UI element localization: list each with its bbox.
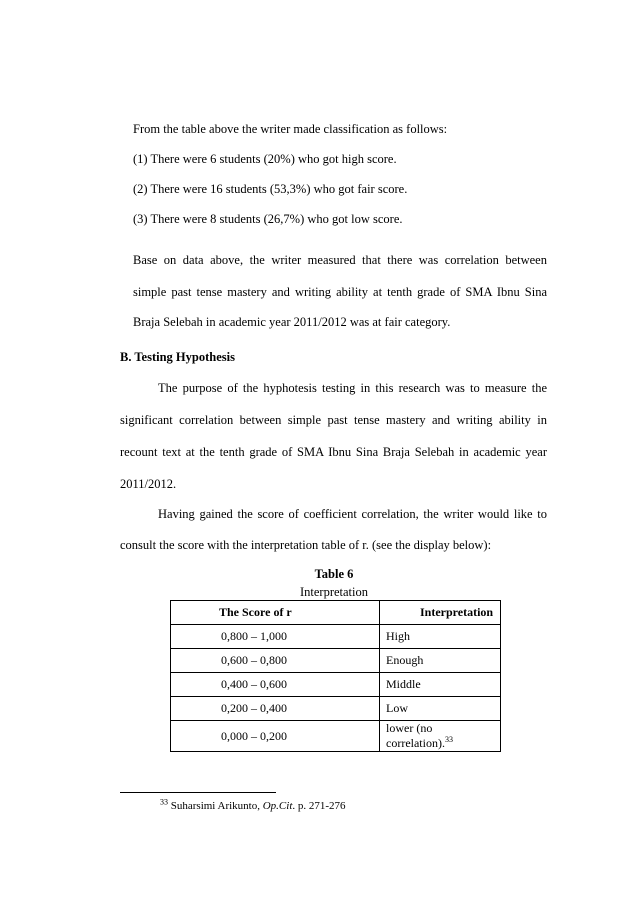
interpretation-text: lower (no correlation).: [386, 721, 445, 750]
paragraph-line: Having gained the score of coefficient correlation, the writer would like to: [158, 507, 547, 521]
score-range-cell: 0,800 – 1,000: [171, 625, 380, 649]
paragraph-line: The purpose of the hyphotesis testing in this research was to measure the: [158, 381, 547, 395]
column-header-score: The Score of r: [171, 601, 380, 625]
footnote: [160, 797, 346, 812]
paragraph-line: 2011/2012.: [120, 477, 177, 491]
score-range-cell: 0,200 – 0,400: [171, 697, 380, 721]
interpretation-cell: Low: [380, 697, 501, 721]
classification-item: (1) There were 6 students (20%) who got high score.: [133, 152, 397, 166]
score-range-cell: 0,000 – 0,200: [171, 721, 380, 752]
column-header-interpretation: Interpretation: [380, 601, 501, 625]
table-row: [171, 673, 501, 697]
footnote-pages: . p. 271-276: [292, 800, 346, 812]
table-row: [171, 649, 501, 673]
table-row: [171, 697, 501, 721]
paragraph-line: significant correlation between simple past tense mastery and writing ability in: [120, 413, 547, 427]
table-caption: Interpretation: [299, 585, 369, 599]
table-row: [171, 721, 501, 752]
footnote-divider: [120, 792, 276, 793]
footnote-reference: 33: [444, 735, 453, 744]
table-header-row: [171, 601, 501, 625]
footnote-author: Suharsimi Arikunto,: [168, 800, 263, 812]
table-label: Table 6: [314, 567, 354, 581]
footnote-work: Op.Cit: [262, 800, 293, 812]
interpretation-cell: [380, 721, 501, 752]
base-paragraph-line: simple past tense mastery and writing ability at tenth grade of SMA Ibnu Sina: [133, 285, 547, 299]
classification-item: (2) There were 16 students (53,3%) who got fair score.: [133, 182, 408, 196]
paragraph-line: consult the score with the interpretation table of r. (see the display below):: [120, 538, 492, 552]
section-heading: B. Testing Hypothesis: [120, 350, 235, 364]
footnote-number: 33: [160, 797, 168, 807]
classification-item: (3) There were 8 students (26,7%) who got low score.: [133, 212, 403, 226]
interpretation-cell: High: [380, 625, 501, 649]
score-range-cell: 0,400 – 0,600: [171, 673, 380, 697]
paragraph-line: recount text at the tenth grade of SMA Ibnu Sina Braja Selebah in academic year: [120, 445, 547, 459]
intro-text: From the table above the writer made classification as follows:: [133, 122, 448, 136]
interpretation-cell: Middle: [380, 673, 501, 697]
base-paragraph-line: Base on data above, the writer measured that there was correlation between: [133, 253, 547, 267]
table-row: [171, 625, 501, 649]
base-paragraph-line: Braja Selebah in academic year 2011/2012 was at fair category.: [133, 315, 451, 329]
interpretation-table: [170, 600, 501, 752]
interpretation-cell: Enough: [380, 649, 501, 673]
score-range-cell: 0,600 – 0,800: [171, 649, 380, 673]
